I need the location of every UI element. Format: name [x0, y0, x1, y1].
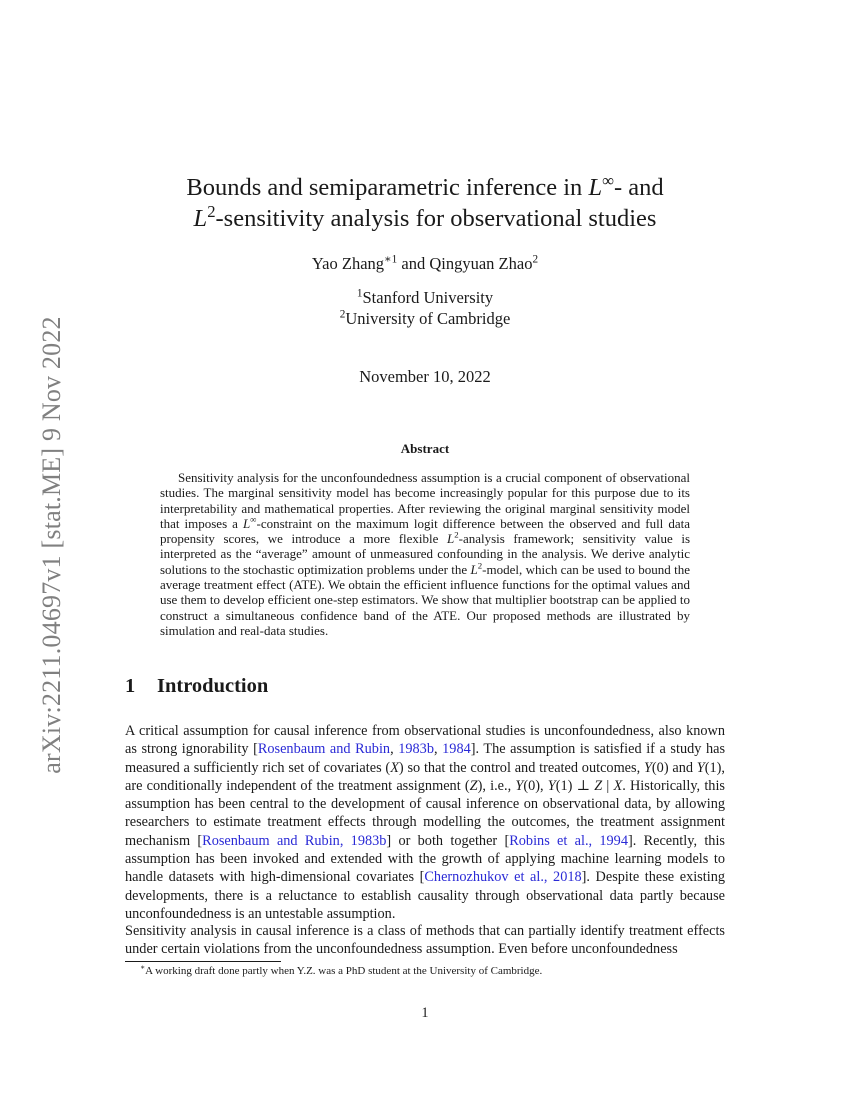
- page-number: 1: [421, 1005, 429, 1021]
- author-marks: ∗1: [384, 253, 398, 266]
- author-list: Yao Zhang$^{∗1}$ and Qingyuan Zhao$^2$: [311, 253, 539, 273]
- footnote-divider: [125, 961, 281, 962]
- citation-link[interactable]: 1983b: [398, 741, 434, 758]
- section-title: Introduction: [157, 675, 269, 697]
- body-paragraph: A critical assumption for causal inference from observational studies is unconfoundedness, also known as strong ignorability [Rosenbaum and Rubin, 1983b, 1984]. The assumption is satisfied if a study has measured a sufficiently rich set of covariates (X) so that the control and treated outcomes, Y(0) and Y(1), are conditionally independent of the treatment assignment (Z), i.e., Y(0), Y(1) ⊥ Z | X. Historically, this assumption has been central to the development of causal inference on observational data, by allowing researchers to estimate treatment effects through modelling the outcomes, the treatment assignment mechanism [Rosenbaum and Rubin, 1983b] or both together [Robins et al., 1994]. Recently, this assumption has been invoked and extended with the growth of applying machine learning models to handle datasets with high-dimensional covariates [Chernozhukov et al., 2018]. Despite these existing developments, there is a reluctance to establish causality through observational data partly because unconfoundedness is an untestable assumption.: [125, 723, 726, 922]
- title-line-1: Bounds and semiparametric inference in L∞- and: [186, 170, 664, 201]
- abstract-heading: Abstract: [400, 441, 450, 456]
- affiliation: $^1$Stanford University: [356, 287, 494, 307]
- body-paragraph: Sensitivity analysis in causal inference is a class of methods that can partially identify treatment effects under certain violations from the unconfoundedness assumption. Even before unconfoundedness: [125, 923, 725, 958]
- abstract-text: Sensitivity analysis for the unconfoundedness assumption is a crucial component of observational studies. The marginal sensitivity model has become increasingly popular for this purpose due to its interpretability and mathematical properties. After reviewing the original marginal sensitivity model that imposes a L∞-constraint on the maximum logit difference between the observed and full data propensity scores, we introduce a more flexible $L^2$-analysis framework; sensitivity value is interpreted as the “average” amount of unmeasured confounding in the analysis. We derive analytic solutions to the stochastic optimization problems under the $L^2$-model, which can be used to bound the average treatment effect (ATE). We obtain the efficient influence functions for the optimal values and use them to develop efficient one-step estimators. We show that multiplier bootstrap can be applied to construct a simultaneous confidence band of the ATE. Our proposed methods are illustrated by simulation and real-data studies.: [160, 470, 690, 638]
- author-name: Yao Zhang: [311, 254, 385, 273]
- author-name: Qingyuan Zhao: [429, 254, 533, 273]
- section-heading: [125, 675, 268, 698]
- citation-link[interactable]: Rosenbaum and Rubin: [257, 741, 391, 758]
- footnote: ∗A working draft done partly when Y.Z. was a PhD student at the University of Cambridge.: [140, 962, 543, 977]
- title-line-2: $L^2$-sensitivity analysis for observational studies: [193, 201, 657, 232]
- citation-link[interactable]: Robins et al., 1994: [509, 832, 628, 849]
- paper-title: [125, 172, 725, 234]
- citation-link[interactable]: 1984: [442, 741, 471, 758]
- citation-link[interactable]: Chernozhukov et al., 2018: [424, 869, 582, 886]
- affiliation: $^2$University of Cambridge: [339, 308, 511, 328]
- citation-link[interactable]: Rosenbaum and Rubin, 1983b: [202, 832, 387, 849]
- author-marks: 2: [532, 253, 539, 266]
- section-number: 1: [125, 675, 136, 697]
- publication-date: November 10, 2022: [359, 367, 491, 386]
- arxiv-identifier: arXiv:2211.04697v1 [stat.ME] 9 Nov 2022: [37, 316, 66, 774]
- footnote-mark: ∗: [140, 962, 146, 972]
